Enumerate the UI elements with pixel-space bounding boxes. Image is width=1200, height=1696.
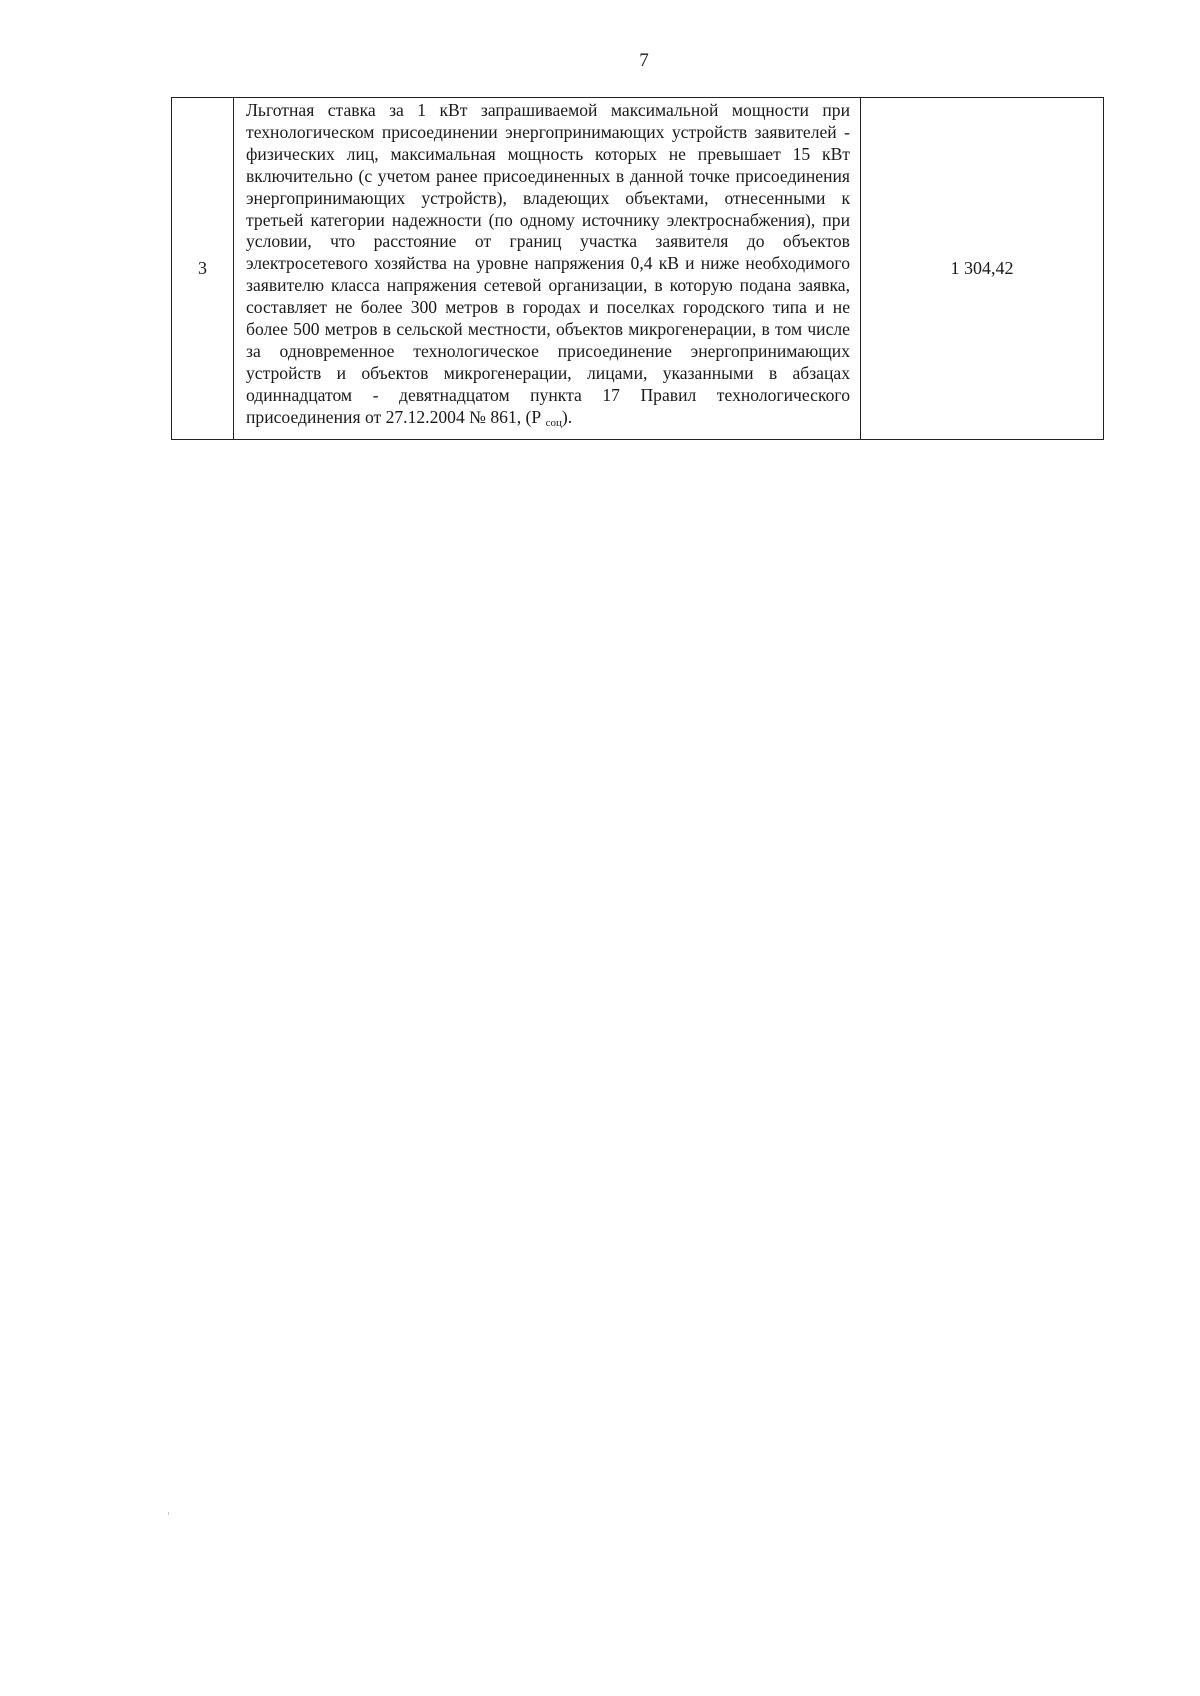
row-description-end: ). [561,406,573,427]
page-number: 7 [639,50,649,71]
tariff-table [171,97,1104,440]
formula-subscript: соц [545,416,562,429]
row-description-cell [234,98,861,440]
table-row [172,98,1104,440]
row-number-cell: 3 [172,98,234,440]
row-value-cell: 1 304,42 [861,98,1104,440]
row-description-text: Льготная ставка за 1 кВт запрашиваемой максимальной мощности при технологическом присоединении энергопринимающих устройств заявителей - физических лиц, максимальная мощность которых не превышает 15 кВт включительно (с учетом ранее присоединенных в данной точке присоединения энергопринимающих устройств), владеющих объектами, отнесенными к третьей категории надежности (по одному источнику электроснабжения), при условии, что расстояние от границ участка заявителя до объектов электросетевого хозяйства на уровне напряжения 0,4 кВ и ниже необходимого заявителю класса напряжения сетевой организации, в которую подана заявка, составляет не более 300 метров в городах и поселках городского типа и не более 500 метров в сельской местности, объектов микрогенерации, в том числе за одновременное технологическое присоединение энергопринимающих устройств и объектов микрогенерации, лицами, указанными в абзацах одиннадцатом - девятнадцатом пункта 17 Правил технологического присоединения от 27.12.2004 № 861, (Р [246,100,850,427]
scan-artifact [168,1512,169,1515]
